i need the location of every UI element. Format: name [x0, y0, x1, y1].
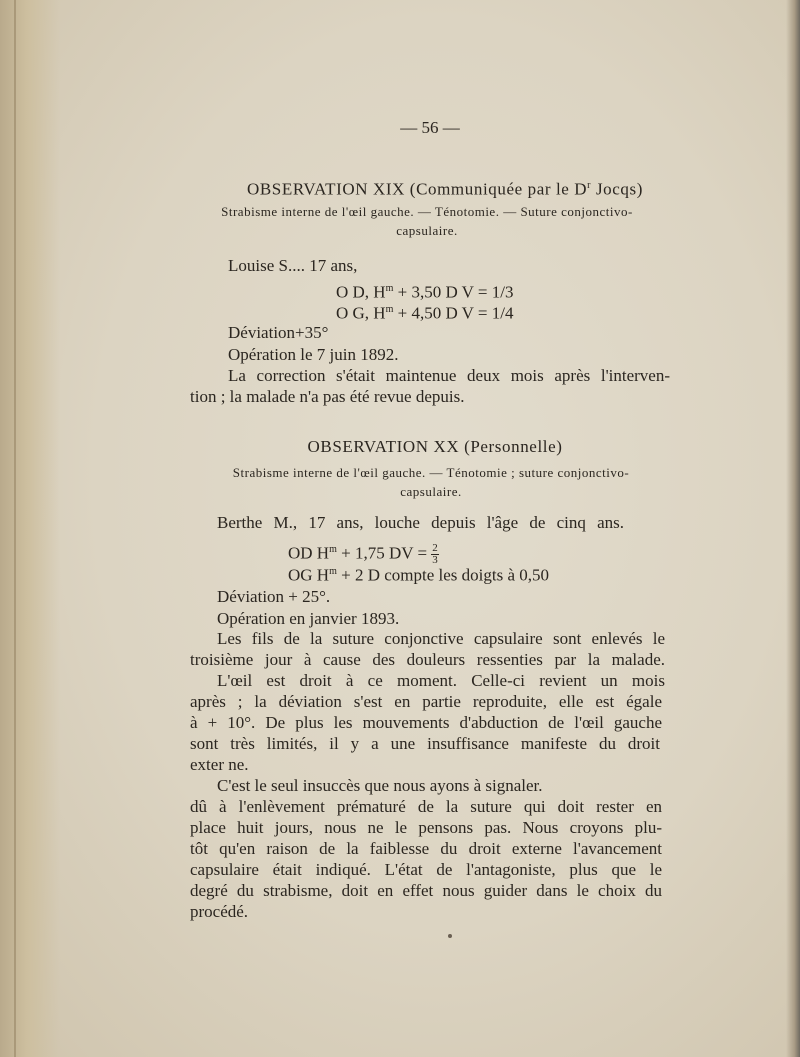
paragraph-line: capsulaire était indiqué. L'état de l'antagoniste, plus que le: [190, 860, 662, 879]
paragraph-line: à + 10°. De plus les mouvements d'abduction de l'œil gauche: [190, 713, 662, 732]
berthe-deviation: Déviation + 25°.: [217, 587, 331, 606]
louise-deviation: Déviation+35°: [228, 323, 329, 342]
ink-speck: [448, 934, 452, 938]
paragraph-line: procédé.: [190, 902, 249, 921]
page-gutter-shadow: [0, 0, 60, 1057]
louise-text-2: tion ; la malade n'a pas été revue depuis.: [190, 387, 465, 406]
observation-20-title: OBSERVATION XX (Personnelle): [307, 437, 563, 456]
patient-louise: Louise S.... 17 ans,: [228, 256, 358, 275]
paragraph-line: degré du strabisme, doit en effet nous guider dans le choix du: [190, 881, 662, 900]
fraction-two-thirds: $\frac{2}{3}$: [432, 542, 438, 567]
louise-text-1: La correction s'était maintenue deux mois après l'interven-: [228, 366, 670, 385]
binding-line: [14, 0, 16, 1057]
berthe-od: OD $H^m + 1,75$ DV = $\frac{2}{3}$: [288, 542, 438, 567]
paragraph-line: troisième jour à cause des douleurs ressenties par la malade.: [190, 650, 665, 669]
paragraph-line: après ; la déviation s'est en partie reproduite, elle est égale: [190, 692, 662, 711]
louise-og: O G, $H^m + 4,50$ D V = 1/4: [336, 303, 514, 323]
paragraph-line: C'est le seul insuccès que nous ayons à signaler.: [217, 776, 543, 795]
observation-19-subtitle-1: Strabisme interne de l'œil gauche. — Ténotomie. — Suture conjonctivo-: [221, 204, 633, 219]
berthe-og: OG $H^m + 2$ D compte les doigts à 0,50: [288, 565, 550, 585]
observation-20-subtitle-2: capsulaire.: [400, 484, 462, 499]
louise-od: O D, $H^m + 3,50$ D V = 1/3: [336, 282, 514, 302]
paragraph-line: exter ne.: [190, 755, 249, 774]
louise-operation: Opération le 7 juin 1892.: [228, 345, 399, 364]
berthe-operation: Opération en janvier 1893.: [217, 609, 400, 628]
page-edge-shadow: [786, 0, 800, 1057]
patient-berthe: Berthe M., 17 ans, louche depuis l'âge de cinq ans.: [217, 513, 624, 532]
paragraph-line: Les fils de la suture conjonctive capsulaire sont enlevés le: [217, 629, 665, 648]
page-number: — 56 —: [400, 118, 460, 137]
paragraph-line: place huit jours, nous ne le pensons pas. Nous croyons plu-: [190, 818, 662, 837]
paragraph-line: L'œil est droit à ce moment. Celle-ci revient un mois: [217, 671, 665, 690]
paragraph-line: dû à l'enlèvement prématuré de la suture qui doit rester en: [190, 797, 662, 816]
paragraph-line: sont très limités, il y a une insuffisance manifeste du droit: [190, 734, 660, 753]
paragraph-line: tôt qu'en raison de la faiblesse du droit externe l'avancement: [190, 839, 662, 858]
observation-20-subtitle-1: Strabisme interne de l'œil gauche. — Ténotomie ; suture conjonctivo-: [232, 465, 630, 480]
observation-19-subtitle-2: capsulaire.: [396, 223, 458, 238]
observation-19-title: OBSERVATION XIX (Communiquée par le $D^r$ Jocqs): [246, 179, 643, 199]
